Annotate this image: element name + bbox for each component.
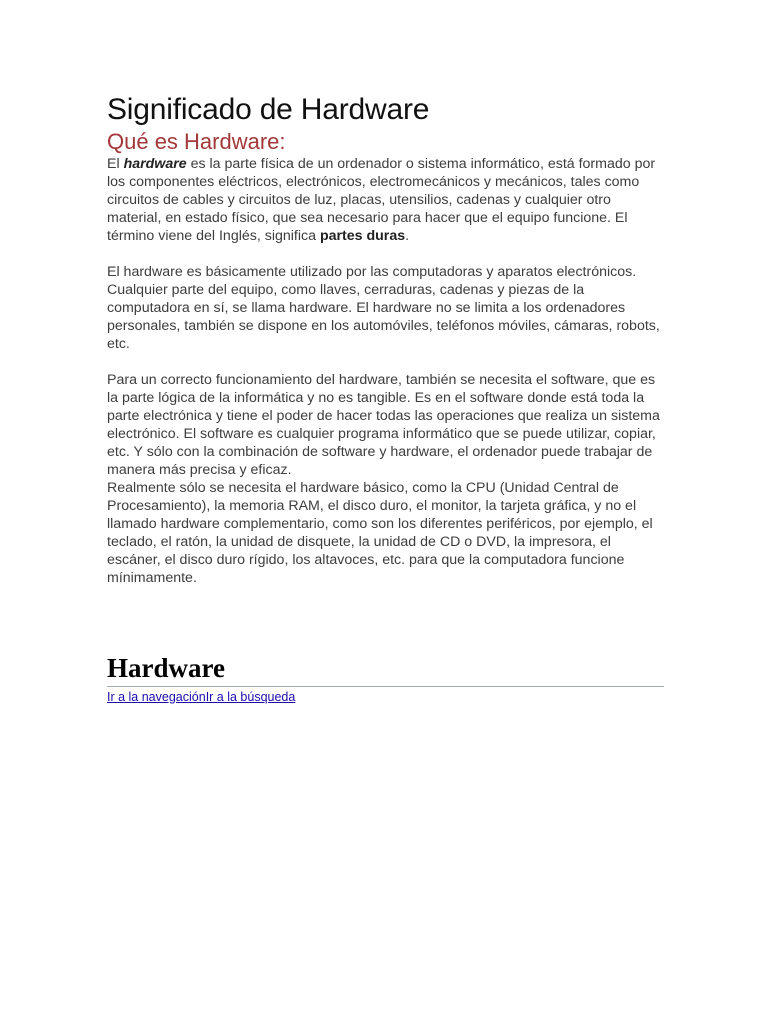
skip-links — [107, 689, 295, 705]
link-go-to-navigation[interactable]: Ir a la navegación — [107, 690, 206, 704]
page-title: Significado de Hardware — [107, 93, 430, 126]
section-subtitle: Qué es Hardware: — [107, 129, 286, 154]
wiki-heading: Hardware — [107, 652, 664, 687]
paragraph-definition — [107, 155, 663, 245]
paragraph-basic-hardware: Realmente sólo se necesita el hardware básico, como la CPU (Unidad Central de Procesamiento), la memoria RAM, el disco duro, el monitor, la tarjeta gráfica, y no el llamado hardware complementario, como son los diferentes periféricos, por ejemplo, el teclado, el ratón, la unidad de disquete, la unidad de CD o DVD, la impresora, el escáner, el disco duro rígido, los altavoces, etc. para que la computadora funcione mínimamente. — [107, 480, 653, 586]
paragraph-text: El — [107, 156, 124, 172]
document-body — [107, 92, 663, 587]
emphasized-term: hardware — [123, 156, 187, 172]
paragraph-usage: El hardware es básicamente utilizado por las computadoras y aparatos electrónicos. Cualquier parte del equipo, como llaves, cerraduras, cadenas y piezas de la computadora en sí, se llama hardware. El hardware no se limita a los ordenadores personales, también se dispone en los automóviles, teléfonos móviles, cámaras, robots, etc. — [107, 264, 660, 352]
paragraph-text: . — [405, 228, 410, 244]
bold-term: partes duras — [319, 228, 406, 244]
link-go-to-search[interactable]: Ir a la búsqueda — [205, 690, 296, 704]
paragraph-text: es la parte física de un ordenador o sistema informático, está formado por los componentes eléctricos, electrónicos, electromecánicos y mecánicos, tales como circuitos de cables y circuitos de luz, placas, utensilios, cadenas y cualquier otro material, en estado físico, que sea necesario para hacer que el equipo funcione. El término viene del Inglés, significa — [107, 156, 656, 244]
paragraph-software: Para un correcto funcionamiento del hardware, también se necesita el software, que es la parte lógica de la informática y no es tangible. Es en el software donde está toda la parte electrónica y tiene el poder de hacer todas las operaciones que realiza un sistema electrónico. El software es cualquier programa informático que se puede utilizar, copiar, etc. Y sólo con la combinación de software y hardware, el ordenador puede trabajar de manera más precisa y eficaz. — [107, 372, 660, 478]
